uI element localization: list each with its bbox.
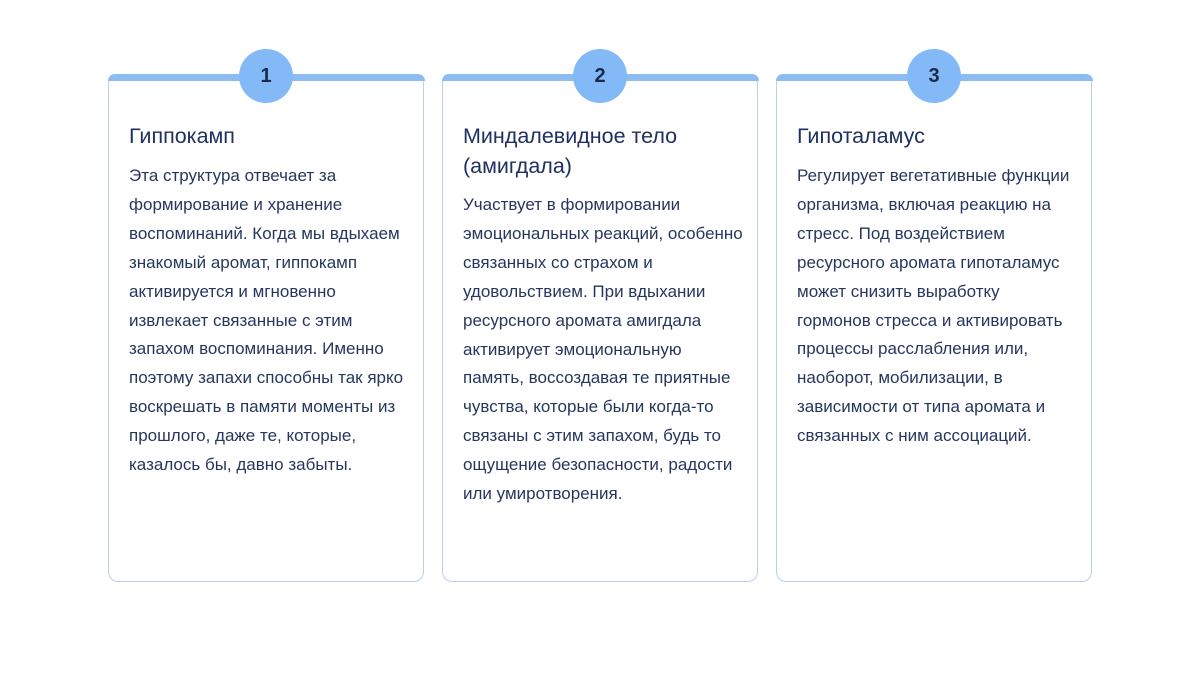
card-title: Миндалевидное тело (амигдала) — [463, 124, 678, 178]
info-card-hippocampus — [108, 64, 424, 582]
card-title: Гиппокамп — [129, 124, 235, 148]
card-title: Гипоталамус — [797, 124, 925, 148]
step-number-badge: 2 — [573, 49, 627, 103]
card-description: Эта структура отвечает за формирование и хранение воспоминаний. Когда мы вдыхаем знакомый аромат, гиппокамп активируется и мгновенно извлекает связанные с этим запахом воспоминания. Именно поэтому запахи способны так ярко воскрешать в памяти моменты из прошлого, даже те, которые, казалось бы, давно забыты. — [129, 166, 404, 475]
step-number-badge: 1 — [239, 49, 293, 103]
card-description: Участвует в формировании эмоциональных реакций, особенно связанных со страхом и удовольствием. При вдыхании ресурсного аромата амигдала активирует эмоциональную память, воссоздавая те приятные чувства, которые были когда-то связаны с этим запахом, будь то ощущение безопасности, радости или умиротворения. — [463, 195, 743, 504]
info-card-hypothalamus — [776, 64, 1092, 582]
step-number-badge: 3 — [907, 49, 961, 103]
info-card-amygdala — [442, 64, 758, 582]
card-description: Регулирует вегетативные функции организма, включая реакцию на стресс. Под воздействием ресурсного аромата гипоталамус может снизить выработку гормонов стресса и активировать процессы расслабления или, наоборот, мобилизации, в зависимости от типа аромата и связанных с ним ассоциаций. — [797, 166, 1070, 446]
